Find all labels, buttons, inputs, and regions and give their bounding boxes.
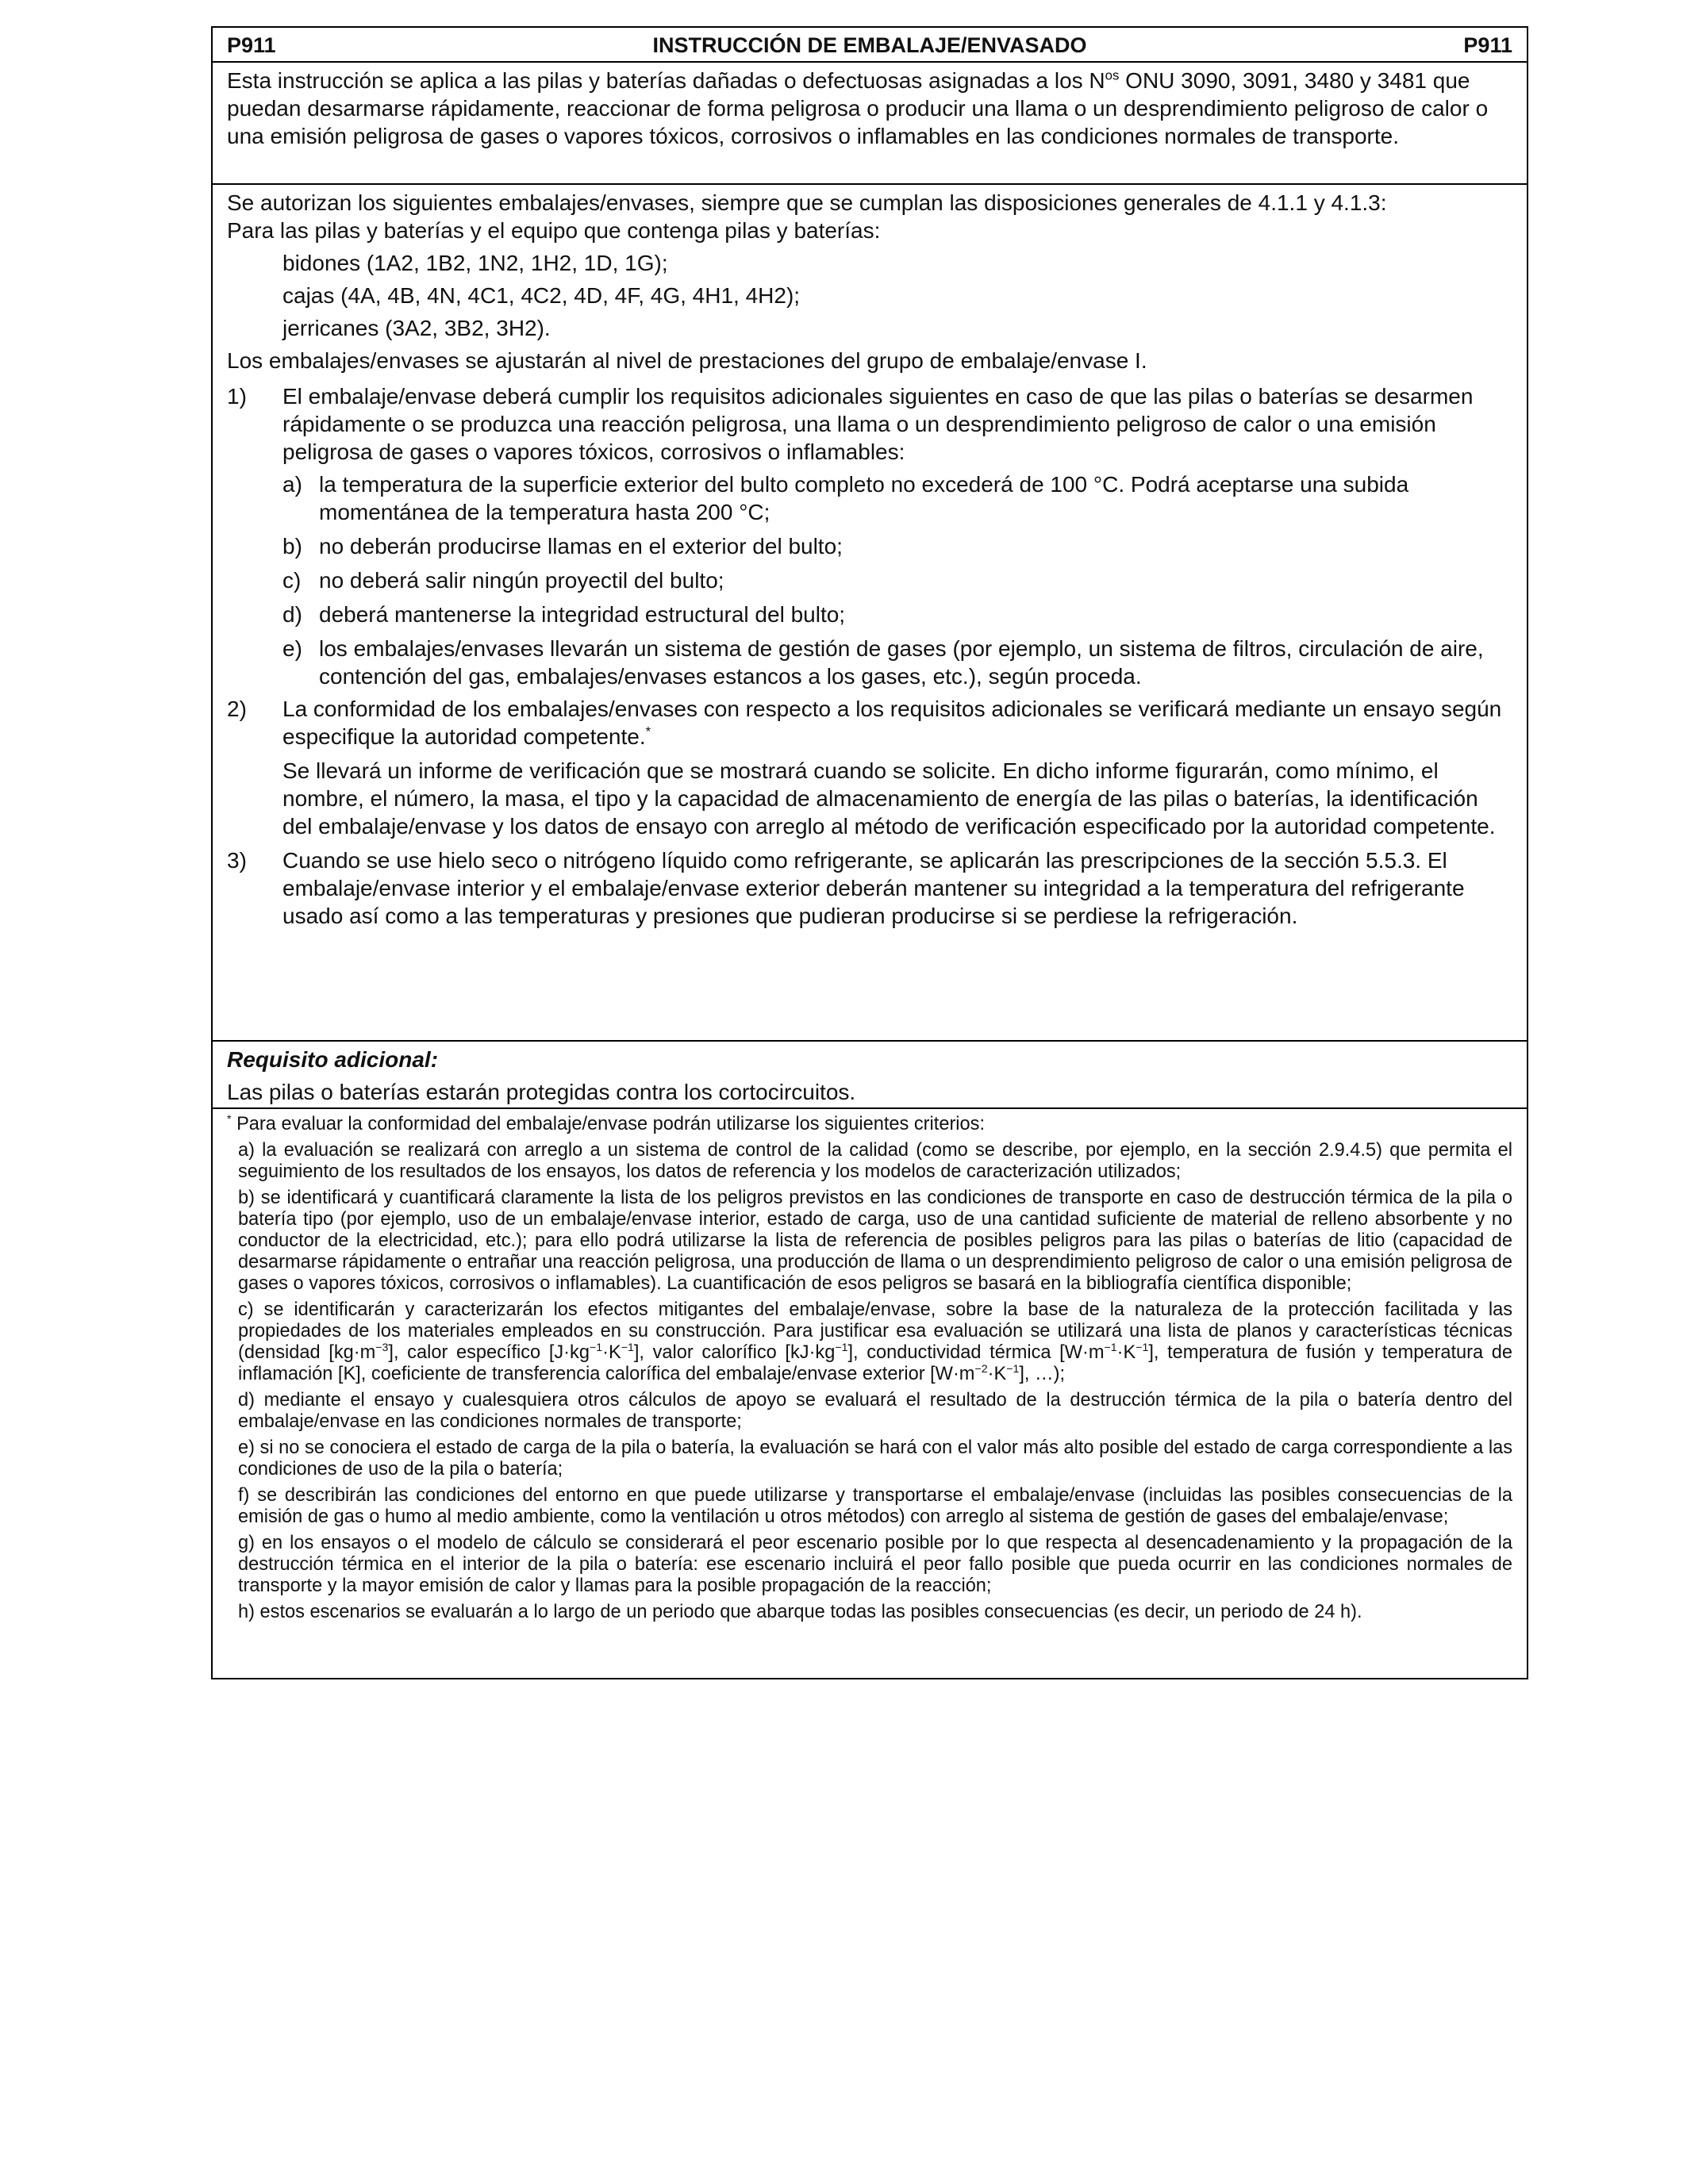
instruction-code-right: P911 bbox=[1463, 33, 1512, 57]
c-sup: −1 bbox=[621, 1341, 634, 1355]
requirement-item-3 bbox=[227, 846, 1512, 930]
c-part: ·K bbox=[987, 1364, 1007, 1384]
requirement-item-2 bbox=[227, 695, 1512, 750]
c-sup: −1 bbox=[1136, 1341, 1149, 1355]
packagings-performance: Los embalajes/envases se ajustarán al nivel de prestaciones del grupo de embalaje/envase I. bbox=[227, 348, 1147, 373]
subitem-b bbox=[227, 532, 1512, 560]
additional-requirement-section bbox=[213, 1042, 1527, 1109]
c-part: ·K bbox=[602, 1342, 621, 1363]
requirement-item-1 bbox=[227, 382, 1512, 466]
subitem-letter: d) bbox=[282, 602, 302, 627]
criterion-h: h) estos escenarios se evaluarán a lo largo de un periodo que abarque todas las posibles consecuencias (es decir, un periodo de 24 h). bbox=[238, 1602, 1362, 1622]
criterion-a: a) la evaluación se realizará con arreglo a un sistema de control de la calidad (como se describe, por ejemplo, en la sección 2.9.4.5) que permita el seguimiento de los resultados de los ensayos, los datos de referencia y los modelos de caracterización utilizados; bbox=[238, 1140, 1512, 1182]
c-sup: −3 bbox=[375, 1341, 389, 1355]
criterion-b: b) se identificará y cuantificará claramente la lista de los peligros previstos en las condiciones de transporte en caso de destrucción térmica de la pila o batería tipo (por ejemplo, uso de un embalaje/envase interior, estado de carga, uso de una cantidad suficiente de material de relleno absorbente y no conductor de la electricidad, etc.); para ello podrá utilizarse la lista de referencia de posibles peligros para las pilas o baterías de litio (capacidad de desarmarse rápidamente o entrañar una reacción peligrosa, una producción de llama o un desprendimiento peligroso de calor o una emisión peligrosa de gases o vapores tóxicos, corrosivos o inflamables). La cuantificación de esos peligros se basará en la bibliografía científica disponible; bbox=[238, 1188, 1512, 1294]
c-sup: −1 bbox=[1104, 1341, 1117, 1355]
c-sup: −1 bbox=[589, 1341, 603, 1355]
c-part: ], …); bbox=[1019, 1364, 1065, 1384]
packaging-type-boxes: cajas (4A, 4B, 4N, 4C1, 4C2, 4D, 4F, 4G, 4H1, 4H2); bbox=[282, 283, 801, 308]
subitem-letter: a) bbox=[282, 472, 302, 497]
footnote-section bbox=[213, 1109, 1527, 1678]
additional-heading: Requisito adicional: bbox=[227, 1047, 439, 1072]
item-text-body: La conformidad de los embalajes/envases con respecto a los requisitos adicionales se verificará mediante un ensayo según especifique la autoridad competente. bbox=[282, 697, 1502, 749]
subitem-e bbox=[227, 635, 1512, 690]
scope-text bbox=[227, 67, 1512, 150]
item-text: Cuando se use hielo seco o nitrógeno líquido como refrigerante, se aplicarán las prescripciones de la sección 5.5.3. El embalaje/envase interior y el embalaje/envase exterior deberán mantener su integridad a la temperatura del refrigerante usado así como a las temperaturas y presiones que pudieran producirse si se perdiese la refrigeración. bbox=[282, 848, 1465, 928]
scope-section bbox=[213, 63, 1527, 185]
footnote-intro-text: Para evaluar la conformidad del embalaje/envase podrán utilizarse los siguientes criterios: bbox=[231, 1114, 986, 1134]
criterion-f: f) se describirán las condiciones del entorno en que puede utilizarse y transportarse el embalaje/envase (incluidas las posibles consecuencias de la emisión de gas o humo al medio ambiente, como la ventilación u otros métodos) con arreglo al sistema de gestión de gases del embalaje/envase; bbox=[238, 1485, 1512, 1527]
item-number: 2) bbox=[227, 697, 247, 721]
subitem-c bbox=[227, 566, 1512, 594]
criterion-c bbox=[227, 1299, 1512, 1385]
packagings-for-cells: Para las pilas y baterías y el equipo que contenga pilas y baterías: bbox=[227, 218, 881, 243]
packagings-section bbox=[213, 185, 1527, 1042]
subitem-a bbox=[227, 470, 1512, 526]
subitem-text: la temperatura de la superficie exterior del bulto completo no excederá de 100 °C. Podrá aceptarse una subida momentánea de la temperatura hasta 200 °C; bbox=[319, 472, 1409, 524]
subitem-letter: e) bbox=[282, 636, 302, 661]
subitem-text: deberá mantenerse la integridad estructural del bulto; bbox=[319, 602, 846, 627]
c-part: ], valor calorífico [kJ·kg bbox=[633, 1342, 836, 1363]
footnote-mark: * bbox=[227, 1113, 232, 1127]
scope-text-a: Esta instrucción se aplica a las pilas y baterías dañadas o defectuosas asignadas a los N bbox=[227, 68, 1105, 93]
additional-text: Las pilas o baterías estarán protegidas contra los cortocircuitos. bbox=[227, 1080, 856, 1104]
c-part: ], calor específico [J·kg bbox=[388, 1342, 590, 1363]
subitem-letter: b) bbox=[282, 534, 302, 558]
instruction-header bbox=[213, 28, 1527, 63]
c-part: ·K bbox=[1116, 1342, 1136, 1363]
subitem-letter: c) bbox=[282, 568, 302, 593]
subitem-text: los embalajes/envases llevarán un sistema de gestión de gases (por ejemplo, un sistema de filtros, circulación de aire, contención del gas, embalajes/envases estancos a los gases, etc.), según proceda. bbox=[319, 636, 1484, 689]
footnote-ref: * bbox=[645, 724, 651, 739]
packaging-type-jerricans: jerricanes (3A2, 3B2, 3H2). bbox=[282, 316, 551, 340]
instruction-title: INSTRUCCIÓN DE EMBALAJE/ENVASADO bbox=[652, 33, 1087, 57]
packaging-type-drums: bidones (1A2, 1B2, 1N2, 1H2, 1D, 1G); bbox=[282, 251, 668, 275]
subitem-d bbox=[227, 601, 1512, 628]
c-part: ], temperatura de fusión y temperatura de inflamación [K], coeficiente de transferencia calorífica del embalaje/envase exterior [W·m bbox=[238, 1342, 1513, 1384]
c-part: c) se identificarán y caracterizarán los efectos mitigantes del embalaje/envase, sobre la base de la naturaleza de la protección facilitada y las propiedades de los materiales empleados en su construcción. Para justificar esa evaluación se utilizará una lista de planos y características técnicas (densidad [kg·m bbox=[238, 1299, 1512, 1363]
subitem-text: no deberán producirse llamas en el exterior del bulto; bbox=[319, 534, 843, 558]
item-number: 3) bbox=[227, 848, 247, 873]
packing-instruction-box bbox=[211, 26, 1528, 1679]
scope-text-b: ONU 3090, 3091, 3480 y 3481 que puedan desarmarse rápidamente, reaccionar de forma peligrosa o producir una llama o un desprendimiento peligroso de calor o una emisión peligrosa de gases o vapores tóxicos, corrosivos o inflamables en las condiciones normales de transporte. bbox=[227, 68, 1489, 148]
item-extra-text: Se llevará un informe de verificación que se mostrará cuando se solicite. En dicho informe figurarán, como mínimo, el nombre, el número, la masa, el tipo y la capacidad de almacenamiento de energía de las pilas o baterías, la identificación del embalaje/envase y los datos de ensayo con arreglo al método de verificación especificado por la autoridad competente. bbox=[282, 758, 1496, 839]
item-text bbox=[282, 695, 1512, 750]
criterion-g: g) en los ensayos o el modelo de cálculo se considerará el peor escenario posible por lo que respecta al desencadenamiento y la propagación de la destrucción térmica en el interior de la pila o batería: ese escenario incluirá el peor fallo posible que pueda ocurrir en las condiciones normales de transporte y la mayor emisión de calor y llamas para la posible propagación de la reacción; bbox=[238, 1533, 1512, 1596]
verification-report bbox=[227, 757, 1512, 840]
instruction-code-left: P911 bbox=[227, 33, 276, 57]
packagings-intro: Se autorizan los siguientes embalajes/envases, siempre que se cumplan las disposiciones generales de 4.1.1 y 4.1.3: bbox=[227, 190, 1387, 215]
criterion-d: d) mediante el ensayo y cualesquiera otros cálculos de apoyo se evaluará el resultado de la destrucción térmica de la pila o batería dentro del embalaje/envase en las condiciones normales de transporte; bbox=[238, 1390, 1512, 1432]
c-part: ], conductividad térmica [W·m bbox=[847, 1342, 1105, 1363]
item-text: El embalaje/envase deberá cumplir los requisitos adicionales siguientes en caso de que las pilas o baterías se desarmen rápidamente o se produzca una reacción peligrosa, una llama o un desprendimiento peligroso de calor o una emisión peligrosa de gases o vapores tóxicos, corrosivos o inflamables: bbox=[282, 384, 1474, 464]
criterion-e: e) si no se conociera el estado de carga de la pila o batería, la evaluación se hará con el valor más alto posible del estado de carga correspondiente a las condiciones de uso de la pila o batería; bbox=[238, 1437, 1512, 1480]
c-sup: −1 bbox=[1006, 1363, 1020, 1376]
scope-sup: os bbox=[1105, 67, 1120, 83]
c-sup: −2 bbox=[974, 1363, 988, 1376]
footnote-intro bbox=[227, 1114, 1512, 1135]
item-number: 1) bbox=[227, 384, 247, 409]
c-sup: −1 bbox=[835, 1341, 848, 1355]
subitem-text: no deberá salir ningún proyectil del bulto; bbox=[319, 568, 724, 593]
